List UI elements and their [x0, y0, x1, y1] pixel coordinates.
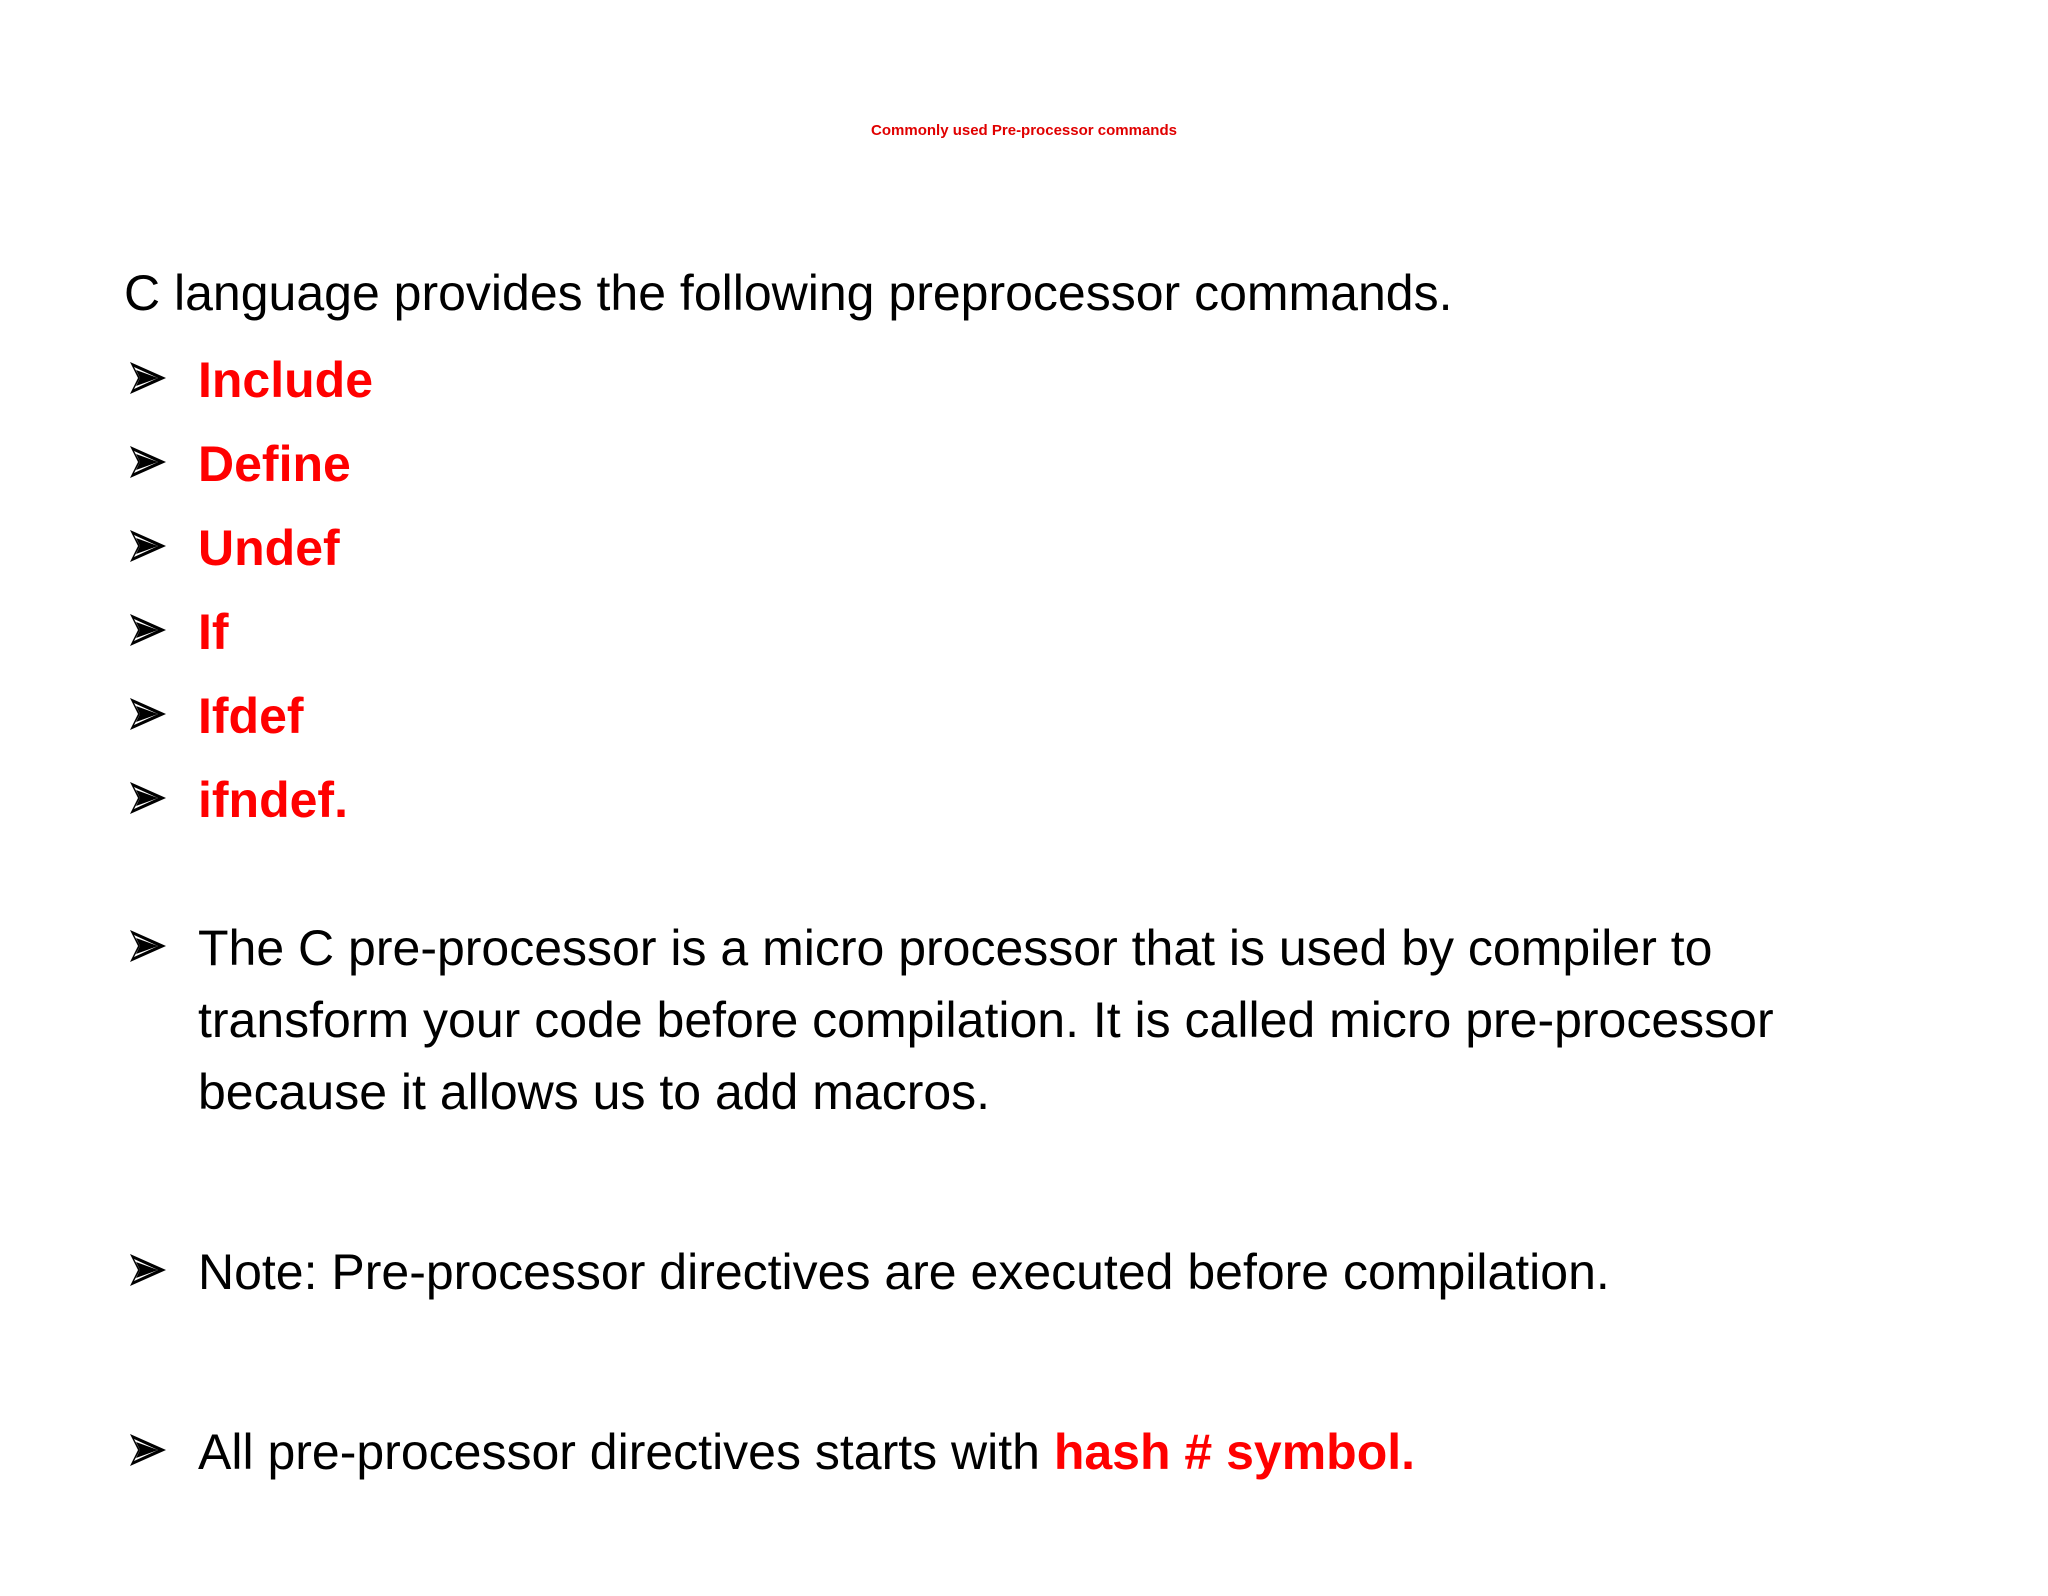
command-label: Undef [198, 520, 340, 576]
command-label: Include [198, 352, 374, 408]
command-label: Define [198, 436, 351, 492]
list-item [124, 590, 1924, 674]
arrowhead-bullet-icon [124, 358, 198, 402]
list-item [124, 1236, 1924, 1308]
explanation-list [124, 912, 1924, 1488]
list-item [124, 1416, 1924, 1488]
arrowhead-bullet-icon [124, 926, 198, 970]
arrowhead-bullet-icon [124, 1430, 198, 1474]
list-item [124, 338, 1924, 422]
list-item [124, 674, 1924, 758]
slide-title: Commonly used Pre-processor commands [871, 122, 1177, 139]
explanation-text: The C pre-processor is a micro processor that is used by compiler to transform your code before compilation. It is called micro pre-processor because it allows us to add macros. [198, 920, 1774, 1120]
slide-content [124, 258, 1924, 1596]
arrowhead-bullet-icon [124, 610, 198, 654]
list-item [124, 422, 1924, 506]
list-item [124, 912, 1924, 1128]
command-list [124, 338, 1924, 842]
arrowhead-bullet-icon [124, 694, 198, 738]
arrowhead-bullet-icon [124, 526, 198, 570]
arrowhead-bullet-icon [124, 778, 198, 822]
list-item [124, 758, 1924, 842]
command-label: ifndef. [198, 772, 348, 828]
command-label: If [198, 604, 229, 660]
intro-text: C language provides the following preprocessor commands. [124, 265, 1453, 321]
hash-symbol-text [198, 1416, 1878, 1488]
arrowhead-bullet-icon [124, 1250, 198, 1294]
note-text: Note: Pre-processor directives are executed before compilation. [198, 1244, 1610, 1300]
arrowhead-bullet-icon [124, 442, 198, 486]
list-item [124, 506, 1924, 590]
command-label: Ifdef [198, 688, 304, 744]
hash-prefix-text: All pre-processor directives starts with [198, 1424, 1054, 1480]
hash-highlight-text: hash # symbol. [1053, 1424, 1416, 1480]
